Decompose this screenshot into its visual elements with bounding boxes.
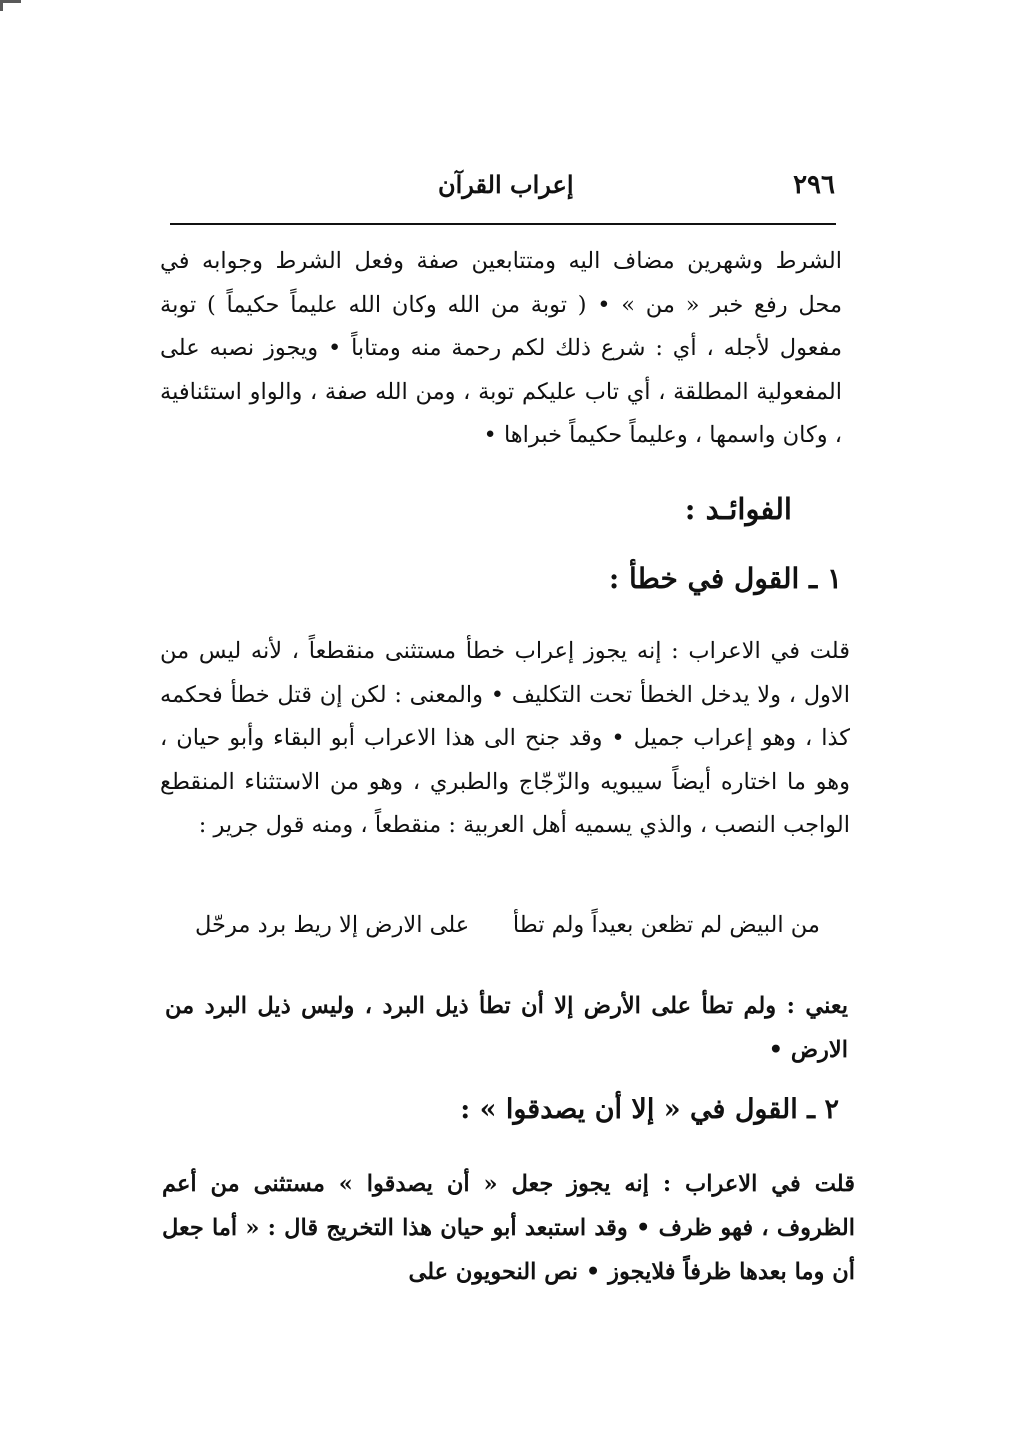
paragraph-2: قلت في الاعراب : إنه يجوز إعراب خطأ مستثنى منقطعاً ، لأنه ليس من الاول ، ولا يدخل الخطأ تحت التكليف • والمعنى : لكن إن قتل خطأ فحكمه كذا ، وهو إعراب جميل • وقد جنح الى هذا الاعراب أبو البقاء وأبو حيان ، وهو ما اختاره أيضاً سيبويه والزّجّاج والطبري ، وهو من الاستثناء المنقطع الواجب النصب ، والذي يسميه أهل العربية : منقطعاً ، ومنه قول جرير : <box>160 638 850 838</box>
page-number: ٢٩٦ <box>793 170 835 200</box>
paragraph-1: الشرط وشهرين مضاف اليه ومتتابعين صفة وفعل الشرط وجوابه في محل رفع خبر « من » • ( توبة من الله وكان الله عليماً حكيماً ) توبة مفعول لأجله ، أي : شرع ذلك لكم رحمة منه ومتاباً • ويجوز نصبه على المفعولية المطلقة ، أي تاب عليكم توبة ، ومن الله صفة ، والواو استئنافية ، وكان واسمها ، وعليماً حكيماً خبراها • <box>160 248 842 448</box>
scan-corner-mark <box>0 0 21 11</box>
verse-second-hemistich: على الارض إلا ريط برد مرحّل <box>195 912 470 938</box>
section-heading-fawaid: الفوائـد : <box>684 492 792 526</box>
verse-first-hemistich: من البيض لم تظعن بعيداً ولم تطأ <box>512 912 820 938</box>
subheading-2: ٢ ـ القول في « إلا أن يصدقوا » : <box>460 1094 839 1125</box>
subheading-1: ١ ـ القول في خطأ : <box>608 562 842 595</box>
paragraph-3: يعني : ولم تطأ على الأرض إلا أن تطأ ذيل البرد ، وليس ذيل البرد من الارض • <box>165 993 848 1063</box>
header-rule <box>170 223 836 225</box>
page-header <box>170 170 835 204</box>
paragraph-4: قلت في الاعراب : إنه يجوز جعل « أن يصدقوا » مستثنى من أعم الظروف ، فهو ظرف • وقد استبعد أبو حيان هذا التخريج قال : « أما جعل أن وما بعدها ظرفاً فلايجوز • نص النحويون على <box>162 1171 855 1285</box>
running-title: إعراب القرآن <box>438 170 574 199</box>
poetry-verse <box>195 912 820 956</box>
